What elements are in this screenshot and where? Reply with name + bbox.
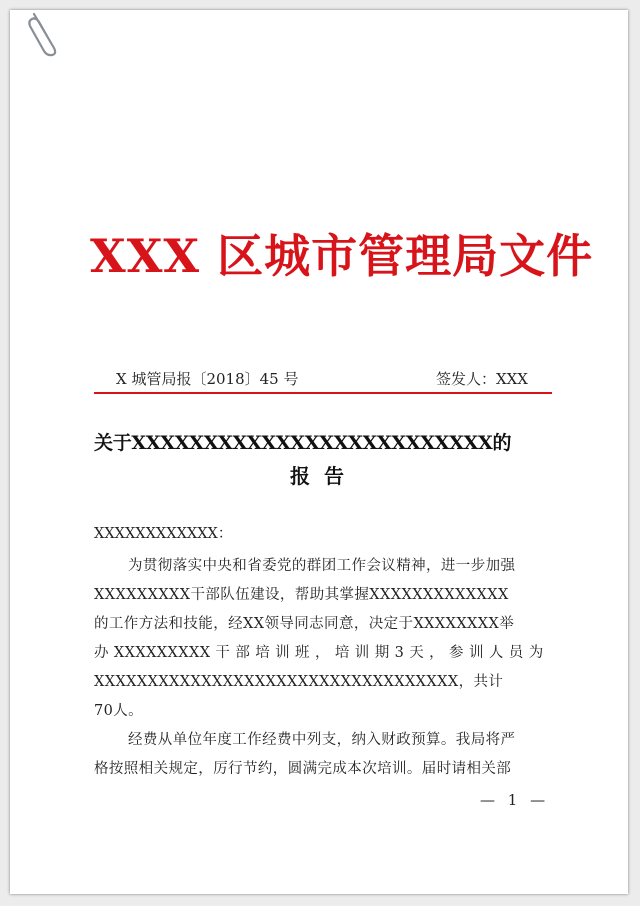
signer: 签发人：XXX [435, 370, 528, 388]
body-line: XXXXXXXXXXXXXXXXXXXXXXXXXXXXXXXXXX，共计 [94, 674, 504, 690]
body-line: 格按照相关规定，厉行节约，圆满完成本次培训。届时请相关部 [94, 761, 512, 777]
paperclip-icon [24, 10, 64, 58]
body-line: XXXXXXXXX干部队伍建设，帮助其掌握XXXXXXXXXXXXX [94, 587, 509, 603]
body-line: 办 XXXXXXXXX 干 部 培 训 班 ， 培 训 期 3 天 ， 参 训 人 员 为 [94, 645, 544, 661]
page-number: — 1 — [480, 791, 550, 809]
body-line: 经费从单位年度工作经费中列支，纳入财政预算。我局将严 [128, 732, 516, 748]
body-line: 为贯彻落实中央和省委党的群团工作会议精神，进一步加强 [128, 558, 516, 574]
red-separator-line [94, 392, 552, 394]
document-number: X 城管局报〔2018〕45 号 [116, 370, 299, 388]
salutation: XXXXXXXXXXXX： [94, 526, 233, 542]
body-line: 的工作方法和技能，经XX领导同志同意，决定于XXXXXXXX举 [94, 616, 515, 632]
issuing-authority-header: XXX 区城市管理局文件 [90, 229, 594, 283]
report-title-line-2: 报告 [290, 464, 358, 488]
body-line: 70人。 [94, 703, 144, 719]
report-title-line-1: 关于XXXXXXXXXXXXXXXXXXXXXXXXX的 [94, 432, 512, 454]
